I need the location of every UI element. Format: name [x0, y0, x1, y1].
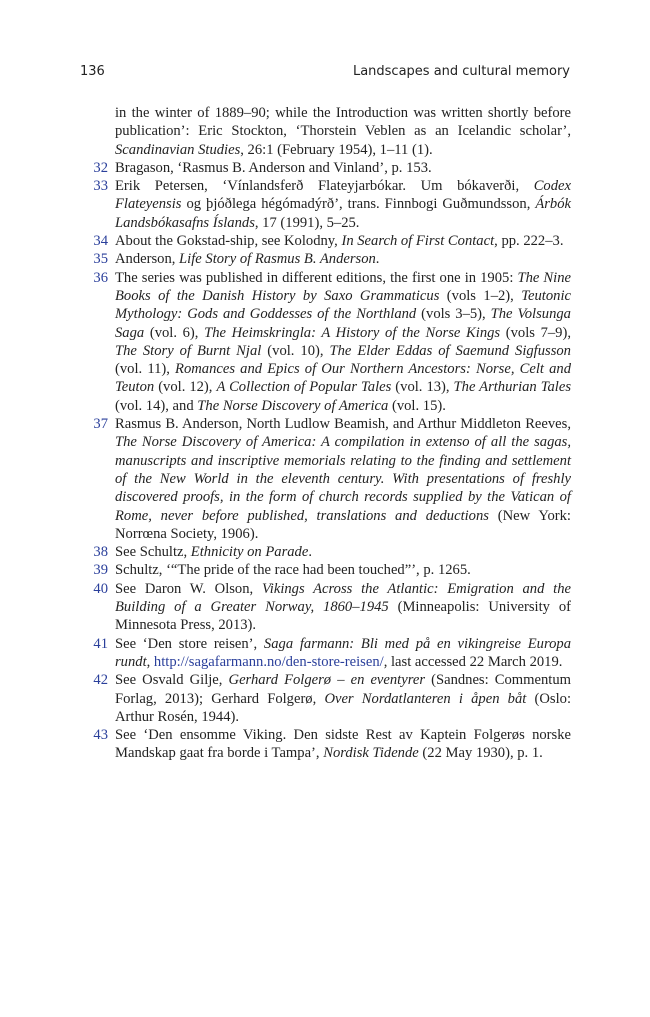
- endnote: [80, 269, 571, 415]
- endnote: [80, 543, 571, 561]
- endnote-number[interactable]: 40: [93, 580, 108, 597]
- endnote-text: See ‘Den ensomme Viking. Den sidste Rest av Kaptein Folgerøs norske Mandskap gaat fra borde i Tampa’, Nordisk Tidende (22 May 1930), p. 1.: [115, 727, 571, 762]
- endnote-text: Erik Petersen, ‘Vínlandsferð Flateyjarbókar. Um bókaverði, Codex Flateyensis og þjóðlega hégómadýrð’, trans. Finnbogi Guðmundsson, Árbók Landsbókasafns Íslands, 17 (1991), 5–25.: [115, 178, 571, 231]
- endnote-text: See ‘Den store reisen’, Saga farmann: Bli med på en vikingreise Europa rundt, http://sagafarmann.no/den-store-reisen/, last accessed 22 March 2019.: [115, 635, 572, 670]
- endnote-number[interactable]: 32: [93, 159, 108, 176]
- endnote: [80, 250, 571, 268]
- endnote-text: See Schultz, Ethnicity on Parade.: [115, 544, 312, 561]
- endnote: [80, 104, 571, 159]
- endnote-text: See Daron W. Olson, Vikings Across the Atlantic: Emigration and the Building of a Greater Norway, 1860–1945 (Minneapolis: University of Minnesota Press, 2013).: [115, 580, 571, 634]
- endnote: [80, 580, 571, 635]
- endnote-number[interactable]: 34: [93, 233, 108, 250]
- endnote-text: Schultz, ‘“The pride of the race had been touched”’, p. 1265.: [115, 562, 471, 579]
- endnote: [80, 671, 571, 726]
- url-link[interactable]: http://sagafarmann.no/den-store-reisen/: [153, 653, 384, 670]
- endnote-text: See Osvald Gilje, Gerhard Folgerø – en eventyrer (Sandnes: Commentum Forlag, 2013); Gerhard Folgerø, Over Nordatlanteren i åpen båt (Oslo: Arthur Rosén, 1944).: [115, 672, 571, 725]
- running-head: Landscapes and cultural memory: [352, 64, 570, 79]
- endnote: [80, 415, 571, 543]
- endnote-number[interactable]: 35: [93, 251, 108, 268]
- endnote-number[interactable]: 39: [93, 562, 108, 579]
- endnote-number[interactable]: 37: [93, 416, 108, 433]
- endnote-number[interactable]: 41: [93, 635, 108, 652]
- endnote-number[interactable]: 33: [93, 178, 108, 195]
- endnote: [80, 232, 571, 250]
- endnotes-list: [80, 104, 571, 763]
- endnote: [80, 159, 571, 177]
- endnote-number[interactable]: 42: [93, 672, 108, 689]
- endnote-text: About the Gokstad-ship, see Kolodny, In Search of First Contact, pp. 222–3.: [115, 233, 564, 250]
- endnote-number[interactable]: 38: [93, 544, 108, 561]
- endnote-text: Rasmus B. Anderson, North Ludlow Beamish, and Arthur Middleton Reeves, The Norse Discovery of America: A compilation in extenso of all the sagas, manuscripts and inscriptive memorials relating to the finding and settlement of the New World in the eleventh century. With presentations of freshly discovered proofs, in the form of church records supplied by the Vatican of Rome, never before published, translations and deductions (New York: Norrœna Society, 1906).: [115, 416, 571, 542]
- endnote-number[interactable]: 43: [93, 727, 108, 744]
- page-header: [80, 64, 570, 86]
- endnote-number[interactable]: 36: [93, 269, 108, 286]
- endnote-text: Bragason, ‘Rasmus B. Anderson and Vinland’, p. 153.: [115, 159, 432, 176]
- endnote: [80, 561, 571, 579]
- endnote-text: The series was published in different editions, the first one in 1905: The Nine Books of the Danish History by Saxo Grammaticus (vols 1–2), Teutonic Mythology: Gods and Goddesses of the Northland (vols 3–5), The Volsunga Saga (vol. 6), The Heimskringla: A History of the Norse Kings (vols 7–9), The Story of Burnt Njal (vol. 10), The Elder Eddas of Saemund Sigfusson (vol. 11), Romances and Epics of Our Northern Ancestors: Norse, Celt and Teuton (vol. 12), A Collection of Popular Tales (vol. 13), The Arthurian Tales (vol. 14), and The Norse Discovery of America (vol. 15).: [115, 269, 572, 414]
- endnote: [80, 177, 571, 232]
- endnote-text: Anderson, Life Story of Rasmus B. Anderson.: [115, 251, 380, 268]
- endnote: [80, 726, 571, 763]
- endnote: [80, 635, 571, 672]
- endnote-text: in the winter of 1889–90; while the Introduction was written shortly before publication’: Eric Stockton, ‘Thorstein Veblen as an Icelandic scholar’, Scandinavian Studies, 26:1 (February 1954), 1–11 (1).: [115, 105, 571, 158]
- page-number: 136: [80, 64, 105, 79]
